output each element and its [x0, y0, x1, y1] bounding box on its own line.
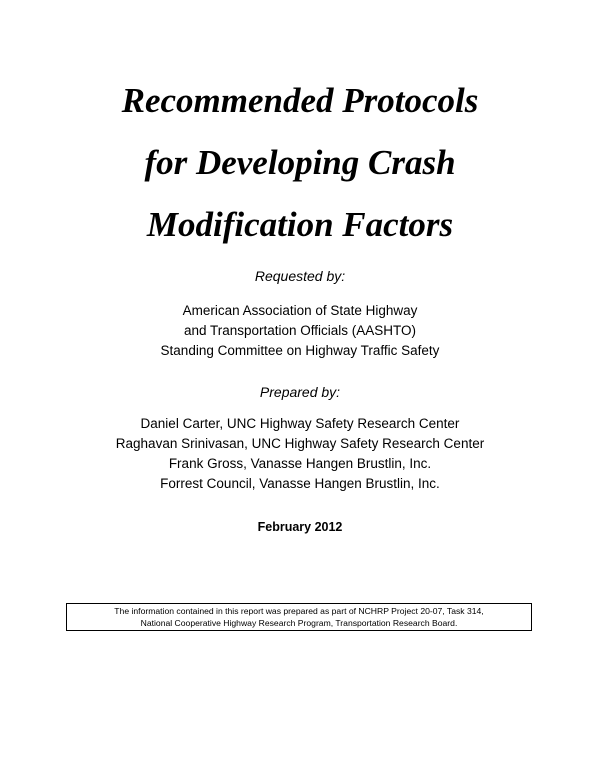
note-line: National Cooperative Highway Research Program, Transportation Research Board. — [140, 618, 458, 628]
requested-by-line: Standing Committee on Highway Traffic Safety — [160, 343, 440, 358]
requested-by-line: American Association of State Highway — [182, 303, 418, 318]
note-line: The information contained in this report was prepared as part of NCHRP Project 20-07, Task 314, — [114, 606, 484, 616]
requested-by-label: Requested by: — [254, 268, 346, 284]
project-note-box — [66, 603, 532, 631]
author-line: Daniel Carter, UNC Highway Safety Research Center — [140, 416, 460, 431]
title-line: Modification Factors — [146, 205, 454, 244]
prepared-by-authors — [0, 414, 600, 494]
title-line: for Developing Crash — [144, 143, 456, 182]
prepared-by-label: Prepared by: — [259, 384, 341, 400]
report-date: February 2012 — [257, 520, 343, 534]
requested-by-organization — [0, 301, 600, 361]
author-line: Frank Gross, Vanasse Hangen Brustlin, Inc. — [168, 456, 432, 471]
author-line: Forrest Council, Vanasse Hangen Brustlin, Inc. — [160, 476, 440, 491]
report-title — [0, 70, 600, 256]
requested-by-line: and Transportation Officials (AASHTO) — [183, 323, 417, 338]
author-line: Raghavan Srinivasan, UNC Highway Safety Research Center — [115, 436, 485, 451]
title-line: Recommended Protocols — [121, 81, 479, 120]
